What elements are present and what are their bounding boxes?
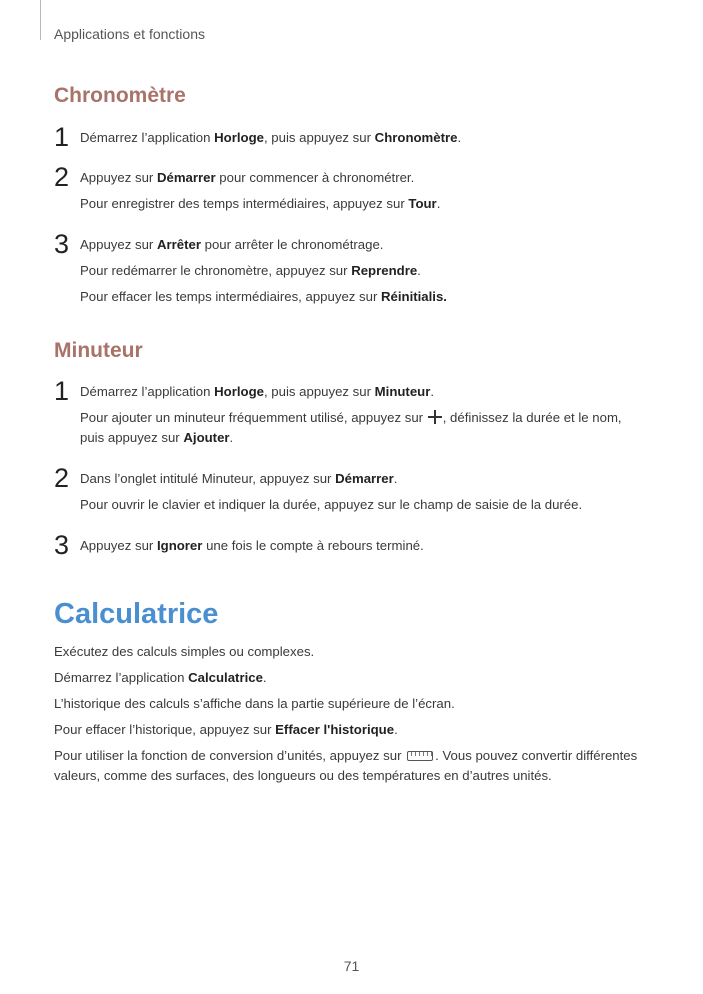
plus-icon <box>428 410 442 424</box>
header-title: Applications et fonctions <box>54 26 205 42</box>
ruler-icon <box>407 751 433 761</box>
step-text: Pour effacer les temps intermédiaires, appuyez sur Réinitialis. <box>80 289 447 304</box>
page-number: 71 <box>343 958 360 974</box>
calc-line: Pour effacer l’historique, appuyez sur Effacer l'historique. <box>54 722 398 737</box>
calc-paragraph <box>54 642 654 786</box>
step-text: Pour ajouter un minuteur fréquemment utilisé, appuyez sur , définissez la durée et le nom, puis appuyez sur Ajouter. <box>80 410 622 445</box>
step-number: 2 <box>54 162 70 192</box>
step-text: Pour ouvrir le clavier et indiquer la durée, appuyez sur le champ de saisie de la durée. <box>80 497 583 512</box>
section-title-calculatrice: Calculatrice <box>54 598 219 630</box>
step-text: Dans l’onglet intitulé Minuteur, appuyez sur Démarrer. <box>80 471 398 486</box>
section-title-minuteur: Minuteur <box>54 339 143 362</box>
step-text: Appuyez sur Ignorer une fois le compte à rebours terminé. <box>80 538 424 553</box>
calc-line: Exécutez des calculs simples ou complexes. <box>54 644 315 659</box>
step-number: 1 <box>54 376 70 406</box>
step-number: 3 <box>54 229 70 259</box>
calc-line: L’historique des calculs s’affiche dans la partie supérieure de l’écran. <box>54 696 455 711</box>
section-title-chronometre: Chronomètre <box>54 84 186 107</box>
step-number: 3 <box>54 530 70 560</box>
step-text: Démarrez l’application Horloge, puis appuyez sur Chronomètre. <box>80 130 462 145</box>
step-number: 2 <box>54 463 70 493</box>
step-text: Appuyez sur Arrêter pour arrêter le chronométrage. <box>80 237 384 252</box>
header-rule <box>40 0 41 40</box>
calc-line: Démarrez l’application Calculatrice. <box>54 670 267 685</box>
step-text: Pour enregistrer des temps intermédiaires, appuyez sur Tour. <box>80 196 441 211</box>
step-text: Pour redémarrer le chronomètre, appuyez sur Reprendre. <box>80 263 421 278</box>
step-text: Appuyez sur Démarrer pour commencer à chronométrer. <box>80 170 415 185</box>
calc-line: Pour utiliser la fonction de conversion d’unités, appuyez sur . Vous pouvez convertir différentes valeurs, comme des surfaces, des longueurs ou des températures en d’autres unités. <box>54 748 638 783</box>
step-text: Démarrez l’application Horloge, puis appuyez sur Minuteur. <box>80 384 435 399</box>
step-number: 1 <box>54 122 70 152</box>
